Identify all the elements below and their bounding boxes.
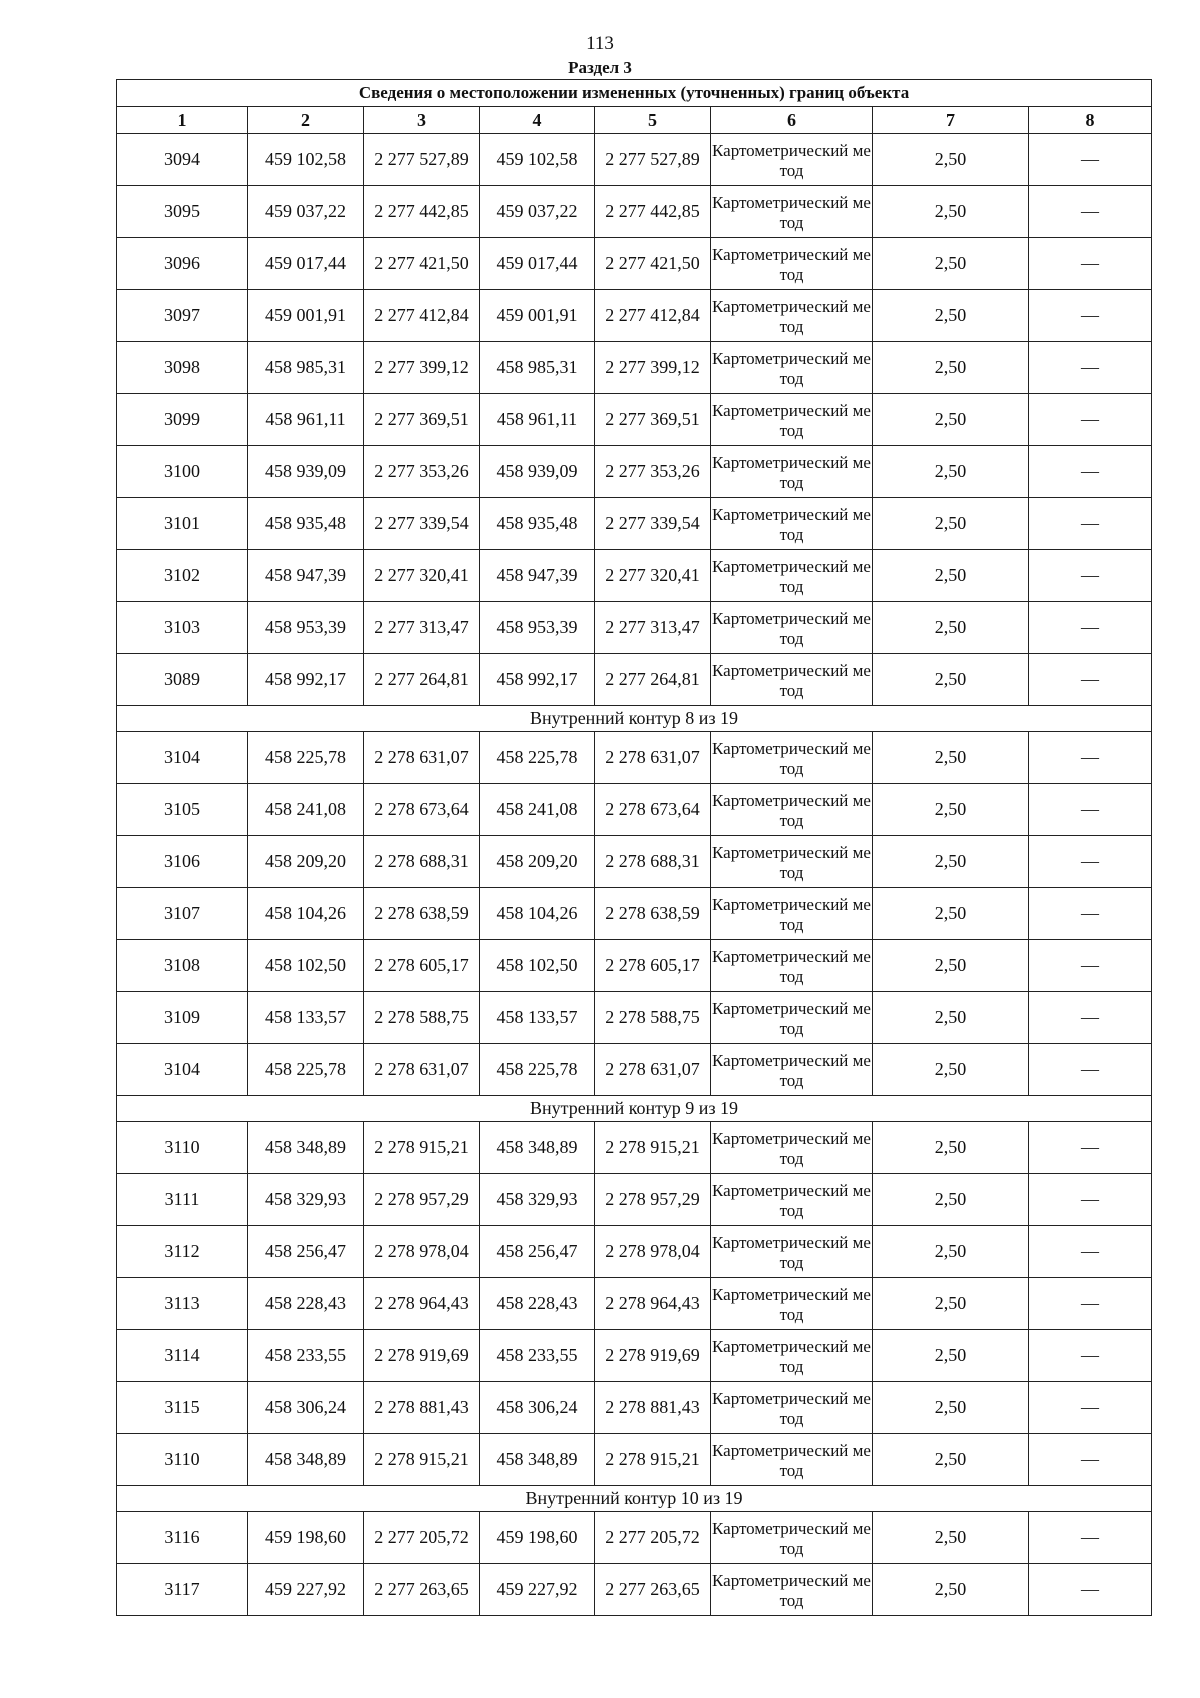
description-cell: — bbox=[1029, 550, 1152, 602]
x-refined-cell: 458 225,78 bbox=[480, 1044, 595, 1096]
accuracy-cell: 2,50 bbox=[873, 134, 1029, 186]
y-existing-cell: 2 277 313,47 bbox=[364, 602, 480, 654]
point-number-cell: 3094 bbox=[117, 134, 248, 186]
method-cell: Картометрический метод bbox=[711, 290, 873, 342]
x-existing-cell: 458 329,93 bbox=[248, 1174, 364, 1226]
x-refined-cell: 459 227,92 bbox=[480, 1564, 595, 1616]
y-refined-cell: 2 277 353,26 bbox=[595, 446, 711, 498]
x-refined-cell: 459 198,60 bbox=[480, 1512, 595, 1564]
y-refined-cell: 2 277 421,50 bbox=[595, 238, 711, 290]
table-row bbox=[117, 1434, 1152, 1486]
y-existing-cell: 2 278 688,31 bbox=[364, 836, 480, 888]
y-existing-cell: 2 277 412,84 bbox=[364, 290, 480, 342]
y-existing-cell: 2 278 978,04 bbox=[364, 1226, 480, 1278]
x-existing-cell: 458 102,50 bbox=[248, 940, 364, 992]
table-row bbox=[117, 940, 1152, 992]
boundary-table bbox=[116, 79, 1152, 1616]
y-refined-cell: 2 277 339,54 bbox=[595, 498, 711, 550]
accuracy-cell: 2,50 bbox=[873, 1564, 1029, 1616]
y-refined-cell: 2 278 978,04 bbox=[595, 1226, 711, 1278]
y-existing-cell: 2 278 964,43 bbox=[364, 1278, 480, 1330]
table-row bbox=[117, 342, 1152, 394]
point-number-cell: 3099 bbox=[117, 394, 248, 446]
y-refined-cell: 2 278 688,31 bbox=[595, 836, 711, 888]
method-cell: Картометрический метод bbox=[711, 1122, 873, 1174]
description-cell: — bbox=[1029, 1174, 1152, 1226]
y-refined-cell: 2 277 527,89 bbox=[595, 134, 711, 186]
description-cell: — bbox=[1029, 1564, 1152, 1616]
point-number-cell: 3104 bbox=[117, 732, 248, 784]
table-row bbox=[117, 992, 1152, 1044]
column-header: 3 bbox=[364, 107, 480, 134]
column-header: 6 bbox=[711, 107, 873, 134]
description-cell: — bbox=[1029, 1044, 1152, 1096]
accuracy-cell: 2,50 bbox=[873, 290, 1029, 342]
point-number-cell: 3104 bbox=[117, 1044, 248, 1096]
y-existing-cell: 2 277 399,12 bbox=[364, 342, 480, 394]
point-number-cell: 3102 bbox=[117, 550, 248, 602]
method-cell: Картометрический метод bbox=[711, 1044, 873, 1096]
description-cell: — bbox=[1029, 290, 1152, 342]
method-cell: Картометрический метод bbox=[711, 602, 873, 654]
description-cell: — bbox=[1029, 1122, 1152, 1174]
accuracy-cell: 2,50 bbox=[873, 1174, 1029, 1226]
point-number-cell: 3108 bbox=[117, 940, 248, 992]
y-refined-cell: 2 278 964,43 bbox=[595, 1278, 711, 1330]
x-refined-cell: 458 256,47 bbox=[480, 1226, 595, 1278]
point-number-cell: 3107 bbox=[117, 888, 248, 940]
method-cell: Картометрический метод bbox=[711, 732, 873, 784]
y-existing-cell: 2 278 605,17 bbox=[364, 940, 480, 992]
point-number-cell: 3110 bbox=[117, 1434, 248, 1486]
description-cell: — bbox=[1029, 654, 1152, 706]
x-refined-cell: 458 209,20 bbox=[480, 836, 595, 888]
x-refined-cell: 458 992,17 bbox=[480, 654, 595, 706]
x-existing-cell: 458 953,39 bbox=[248, 602, 364, 654]
method-cell: Картометрический метод bbox=[711, 550, 873, 602]
table-row bbox=[117, 186, 1152, 238]
y-refined-cell: 2 277 412,84 bbox=[595, 290, 711, 342]
y-refined-cell: 2 278 605,17 bbox=[595, 940, 711, 992]
description-cell: — bbox=[1029, 784, 1152, 836]
column-header: 4 bbox=[480, 107, 595, 134]
table-body bbox=[117, 134, 1152, 1616]
method-cell: Картометрический метод bbox=[711, 836, 873, 888]
x-existing-cell: 458 961,11 bbox=[248, 394, 364, 446]
x-refined-cell: 458 935,48 bbox=[480, 498, 595, 550]
table-row bbox=[117, 1226, 1152, 1278]
y-existing-cell: 2 277 320,41 bbox=[364, 550, 480, 602]
y-existing-cell: 2 278 915,21 bbox=[364, 1434, 480, 1486]
point-number-cell: 3114 bbox=[117, 1330, 248, 1382]
accuracy-cell: 2,50 bbox=[873, 342, 1029, 394]
x-existing-cell: 459 001,91 bbox=[248, 290, 364, 342]
method-cell: Картометрический метод bbox=[711, 498, 873, 550]
y-existing-cell: 2 277 205,72 bbox=[364, 1512, 480, 1564]
method-cell: Картометрический метод bbox=[711, 1512, 873, 1564]
y-refined-cell: 2 278 881,43 bbox=[595, 1382, 711, 1434]
accuracy-cell: 2,50 bbox=[873, 654, 1029, 706]
table-row bbox=[117, 654, 1152, 706]
method-cell: Картометрический метод bbox=[711, 654, 873, 706]
description-cell: — bbox=[1029, 238, 1152, 290]
accuracy-cell: 2,50 bbox=[873, 238, 1029, 290]
x-refined-cell: 458 133,57 bbox=[480, 992, 595, 1044]
description-cell: — bbox=[1029, 498, 1152, 550]
point-number-cell: 3100 bbox=[117, 446, 248, 498]
x-existing-cell: 458 985,31 bbox=[248, 342, 364, 394]
accuracy-cell: 2,50 bbox=[873, 1512, 1029, 1564]
page-number: 113 bbox=[586, 33, 614, 54]
y-refined-cell: 2 277 369,51 bbox=[595, 394, 711, 446]
table-row bbox=[117, 732, 1152, 784]
description-cell: — bbox=[1029, 1226, 1152, 1278]
description-cell: — bbox=[1029, 732, 1152, 784]
x-refined-cell: 458 953,39 bbox=[480, 602, 595, 654]
table-row bbox=[117, 498, 1152, 550]
point-number-cell: 3111 bbox=[117, 1174, 248, 1226]
column-header: 5 bbox=[595, 107, 711, 134]
y-refined-cell: 2 278 915,21 bbox=[595, 1434, 711, 1486]
y-existing-cell: 2 277 263,65 bbox=[364, 1564, 480, 1616]
y-existing-cell: 2 278 881,43 bbox=[364, 1382, 480, 1434]
method-cell: Картометрический метод bbox=[711, 888, 873, 940]
x-existing-cell: 458 935,48 bbox=[248, 498, 364, 550]
y-refined-cell: 2 278 588,75 bbox=[595, 992, 711, 1044]
accuracy-cell: 2,50 bbox=[873, 888, 1029, 940]
table-row bbox=[117, 1174, 1152, 1226]
method-cell: Картометрический метод bbox=[711, 784, 873, 836]
method-cell: Картометрический метод bbox=[711, 940, 873, 992]
table-row bbox=[117, 1122, 1152, 1174]
point-number-cell: 3113 bbox=[117, 1278, 248, 1330]
method-cell: Картометрический метод bbox=[711, 394, 873, 446]
method-cell: Картометрический метод bbox=[711, 1564, 873, 1616]
table-row bbox=[117, 602, 1152, 654]
accuracy-cell: 2,50 bbox=[873, 1044, 1029, 1096]
x-existing-cell: 458 348,89 bbox=[248, 1122, 364, 1174]
y-existing-cell: 2 278 915,21 bbox=[364, 1122, 480, 1174]
method-cell: Картометрический метод bbox=[711, 1226, 873, 1278]
description-cell: — bbox=[1029, 186, 1152, 238]
table-row bbox=[117, 134, 1152, 186]
y-refined-cell: 2 277 313,47 bbox=[595, 602, 711, 654]
y-existing-cell: 2 277 353,26 bbox=[364, 446, 480, 498]
x-existing-cell: 458 133,57 bbox=[248, 992, 364, 1044]
point-number-cell: 3096 bbox=[117, 238, 248, 290]
table-row bbox=[117, 1278, 1152, 1330]
contour-row bbox=[117, 1096, 1152, 1122]
method-cell: Картометрический метод bbox=[711, 186, 873, 238]
y-existing-cell: 2 277 339,54 bbox=[364, 498, 480, 550]
x-refined-cell: 458 306,24 bbox=[480, 1382, 595, 1434]
accuracy-cell: 2,50 bbox=[873, 394, 1029, 446]
x-refined-cell: 458 985,31 bbox=[480, 342, 595, 394]
method-cell: Картометрический метод bbox=[711, 446, 873, 498]
x-existing-cell: 458 348,89 bbox=[248, 1434, 364, 1486]
accuracy-cell: 2,50 bbox=[873, 602, 1029, 654]
table-row bbox=[117, 1564, 1152, 1616]
x-refined-cell: 458 228,43 bbox=[480, 1278, 595, 1330]
point-number-cell: 3106 bbox=[117, 836, 248, 888]
accuracy-cell: 2,50 bbox=[873, 1122, 1029, 1174]
description-cell: — bbox=[1029, 394, 1152, 446]
y-existing-cell: 2 278 638,59 bbox=[364, 888, 480, 940]
y-refined-cell: 2 278 631,07 bbox=[595, 732, 711, 784]
accuracy-cell: 2,50 bbox=[873, 940, 1029, 992]
point-number-cell: 3105 bbox=[117, 784, 248, 836]
accuracy-cell: 2,50 bbox=[873, 784, 1029, 836]
method-cell: Картометрический метод bbox=[711, 342, 873, 394]
x-existing-cell: 459 037,22 bbox=[248, 186, 364, 238]
accuracy-cell: 2,50 bbox=[873, 732, 1029, 784]
contour-label: Внутренний контур 8 из 19 bbox=[117, 706, 1152, 732]
contour-label: Внутренний контур 9 из 19 bbox=[117, 1096, 1152, 1122]
table-row bbox=[117, 1512, 1152, 1564]
y-existing-cell: 2 278 588,75 bbox=[364, 992, 480, 1044]
x-refined-cell: 458 329,93 bbox=[480, 1174, 595, 1226]
x-refined-cell: 459 102,58 bbox=[480, 134, 595, 186]
description-cell: — bbox=[1029, 446, 1152, 498]
description-cell: — bbox=[1029, 1278, 1152, 1330]
table-caption: Сведения о местоположении измененных (уточненных) границ объекта bbox=[117, 80, 1152, 107]
x-existing-cell: 458 992,17 bbox=[248, 654, 364, 706]
y-existing-cell: 2 277 442,85 bbox=[364, 186, 480, 238]
x-refined-cell: 459 001,91 bbox=[480, 290, 595, 342]
table-row bbox=[117, 836, 1152, 888]
y-refined-cell: 2 277 442,85 bbox=[595, 186, 711, 238]
section-title: Раздел 3 bbox=[568, 58, 632, 77]
x-refined-cell: 459 037,22 bbox=[480, 186, 595, 238]
table-row bbox=[117, 446, 1152, 498]
x-existing-cell: 458 939,09 bbox=[248, 446, 364, 498]
y-existing-cell: 2 277 369,51 bbox=[364, 394, 480, 446]
x-refined-cell: 458 939,09 bbox=[480, 446, 595, 498]
table-row bbox=[117, 1330, 1152, 1382]
point-number-cell: 3095 bbox=[117, 186, 248, 238]
x-refined-cell: 458 348,89 bbox=[480, 1434, 595, 1486]
description-cell: — bbox=[1029, 992, 1152, 1044]
contour-row bbox=[117, 1486, 1152, 1512]
x-existing-cell: 459 102,58 bbox=[248, 134, 364, 186]
x-existing-cell: 459 017,44 bbox=[248, 238, 364, 290]
description-cell: — bbox=[1029, 1512, 1152, 1564]
point-number-cell: 3097 bbox=[117, 290, 248, 342]
point-number-cell: 3110 bbox=[117, 1122, 248, 1174]
method-cell: Картометрический метод bbox=[711, 1434, 873, 1486]
x-refined-cell: 458 241,08 bbox=[480, 784, 595, 836]
column-header: 2 bbox=[248, 107, 364, 134]
accuracy-cell: 2,50 bbox=[873, 836, 1029, 888]
x-existing-cell: 458 225,78 bbox=[248, 732, 364, 784]
x-refined-cell: 458 961,11 bbox=[480, 394, 595, 446]
accuracy-cell: 2,50 bbox=[873, 1226, 1029, 1278]
y-refined-cell: 2 277 205,72 bbox=[595, 1512, 711, 1564]
y-refined-cell: 2 277 399,12 bbox=[595, 342, 711, 394]
description-cell: — bbox=[1029, 134, 1152, 186]
x-existing-cell: 458 225,78 bbox=[248, 1044, 364, 1096]
description-cell: — bbox=[1029, 1330, 1152, 1382]
y-existing-cell: 2 278 919,69 bbox=[364, 1330, 480, 1382]
description-cell: — bbox=[1029, 888, 1152, 940]
x-refined-cell: 458 348,89 bbox=[480, 1122, 595, 1174]
table-row bbox=[117, 290, 1152, 342]
x-refined-cell: 458 947,39 bbox=[480, 550, 595, 602]
point-number-cell: 3109 bbox=[117, 992, 248, 1044]
accuracy-cell: 2,50 bbox=[873, 1278, 1029, 1330]
y-existing-cell: 2 278 631,07 bbox=[364, 732, 480, 784]
table-row bbox=[117, 1382, 1152, 1434]
table-row bbox=[117, 1044, 1152, 1096]
point-number-cell: 3089 bbox=[117, 654, 248, 706]
x-existing-cell: 458 104,26 bbox=[248, 888, 364, 940]
y-existing-cell: 2 278 631,07 bbox=[364, 1044, 480, 1096]
method-cell: Картометрический метод bbox=[711, 1278, 873, 1330]
method-cell: Картометрический метод bbox=[711, 134, 873, 186]
description-cell: — bbox=[1029, 1382, 1152, 1434]
accuracy-cell: 2,50 bbox=[873, 1330, 1029, 1382]
method-cell: Картометрический метод bbox=[711, 1174, 873, 1226]
x-refined-cell: 458 102,50 bbox=[480, 940, 595, 992]
y-refined-cell: 2 278 631,07 bbox=[595, 1044, 711, 1096]
table-row bbox=[117, 888, 1152, 940]
contour-label: Внутренний контур 10 из 19 bbox=[117, 1486, 1152, 1512]
y-refined-cell: 2 277 264,81 bbox=[595, 654, 711, 706]
y-refined-cell: 2 277 263,65 bbox=[595, 1564, 711, 1616]
method-cell: Картометрический метод bbox=[711, 1330, 873, 1382]
description-cell: — bbox=[1029, 342, 1152, 394]
y-refined-cell: 2 278 673,64 bbox=[595, 784, 711, 836]
x-existing-cell: 458 256,47 bbox=[248, 1226, 364, 1278]
accuracy-cell: 2,50 bbox=[873, 1382, 1029, 1434]
x-existing-cell: 458 209,20 bbox=[248, 836, 364, 888]
accuracy-cell: 2,50 bbox=[873, 186, 1029, 238]
x-refined-cell: 458 225,78 bbox=[480, 732, 595, 784]
column-header: 7 bbox=[873, 107, 1029, 134]
x-existing-cell: 458 947,39 bbox=[248, 550, 364, 602]
accuracy-cell: 2,50 bbox=[873, 1434, 1029, 1486]
description-cell: — bbox=[1029, 940, 1152, 992]
method-cell: Картометрический метод bbox=[711, 238, 873, 290]
x-refined-cell: 458 104,26 bbox=[480, 888, 595, 940]
x-existing-cell: 459 227,92 bbox=[248, 1564, 364, 1616]
point-number-cell: 3098 bbox=[117, 342, 248, 394]
y-refined-cell: 2 278 638,59 bbox=[595, 888, 711, 940]
accuracy-cell: 2,50 bbox=[873, 498, 1029, 550]
method-cell: Картометрический метод bbox=[711, 992, 873, 1044]
y-existing-cell: 2 277 527,89 bbox=[364, 134, 480, 186]
column-header: 8 bbox=[1029, 107, 1152, 134]
accuracy-cell: 2,50 bbox=[873, 992, 1029, 1044]
table-row bbox=[117, 784, 1152, 836]
x-existing-cell: 458 228,43 bbox=[248, 1278, 364, 1330]
method-cell: Картометрический метод bbox=[711, 1382, 873, 1434]
y-refined-cell: 2 277 320,41 bbox=[595, 550, 711, 602]
point-number-cell: 3103 bbox=[117, 602, 248, 654]
point-number-cell: 3117 bbox=[117, 1564, 248, 1616]
y-existing-cell: 2 278 673,64 bbox=[364, 784, 480, 836]
y-refined-cell: 2 278 957,29 bbox=[595, 1174, 711, 1226]
point-number-cell: 3101 bbox=[117, 498, 248, 550]
column-header: 1 bbox=[117, 107, 248, 134]
table-row bbox=[117, 394, 1152, 446]
y-existing-cell: 2 277 264,81 bbox=[364, 654, 480, 706]
y-refined-cell: 2 278 915,21 bbox=[595, 1122, 711, 1174]
table-row bbox=[117, 550, 1152, 602]
x-existing-cell: 458 306,24 bbox=[248, 1382, 364, 1434]
point-number-cell: 3116 bbox=[117, 1512, 248, 1564]
point-number-cell: 3112 bbox=[117, 1226, 248, 1278]
point-number-cell: 3115 bbox=[117, 1382, 248, 1434]
x-existing-cell: 458 233,55 bbox=[248, 1330, 364, 1382]
accuracy-cell: 2,50 bbox=[873, 446, 1029, 498]
x-refined-cell: 458 233,55 bbox=[480, 1330, 595, 1382]
x-existing-cell: 459 198,60 bbox=[248, 1512, 364, 1564]
y-existing-cell: 2 277 421,50 bbox=[364, 238, 480, 290]
y-existing-cell: 2 278 957,29 bbox=[364, 1174, 480, 1226]
y-refined-cell: 2 278 919,69 bbox=[595, 1330, 711, 1382]
table-row bbox=[117, 238, 1152, 290]
accuracy-cell: 2,50 bbox=[873, 550, 1029, 602]
contour-row bbox=[117, 706, 1152, 732]
description-cell: — bbox=[1029, 836, 1152, 888]
description-cell: — bbox=[1029, 602, 1152, 654]
x-existing-cell: 458 241,08 bbox=[248, 784, 364, 836]
x-refined-cell: 459 017,44 bbox=[480, 238, 595, 290]
description-cell: — bbox=[1029, 1434, 1152, 1486]
